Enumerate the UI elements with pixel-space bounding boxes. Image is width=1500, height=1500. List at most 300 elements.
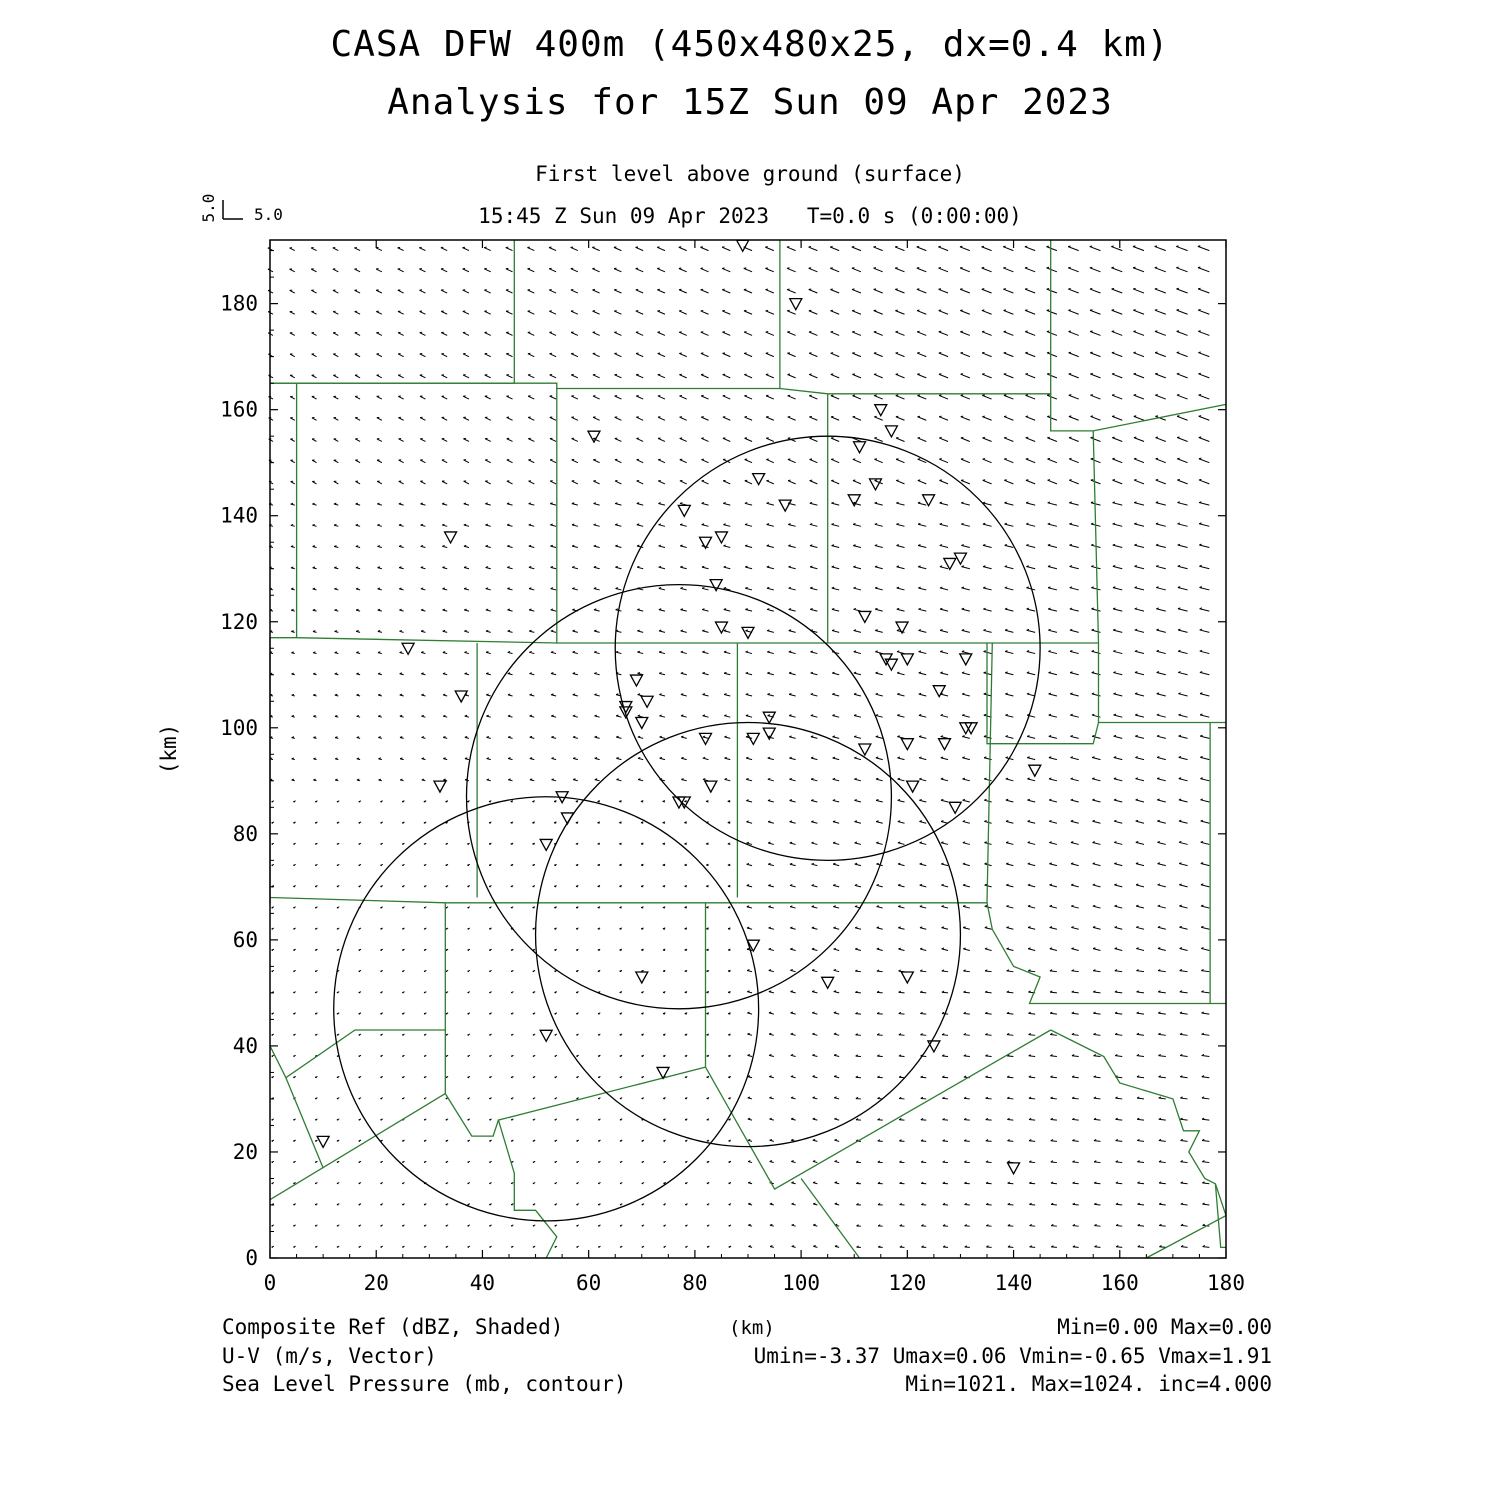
wind-vector — [1051, 1141, 1057, 1142]
wind-vector — [1093, 906, 1101, 908]
wind-vector-head — [1198, 267, 1200, 268]
wind-vector — [960, 289, 970, 293]
wind-vector-head — [424, 1098, 426, 1099]
wind-vector-head — [554, 949, 556, 950]
wind-vector-head — [918, 566, 920, 567]
wind-vector — [809, 353, 817, 356]
wind-vector-head — [707, 1161, 709, 1162]
wind-vector — [1158, 971, 1166, 972]
wind-vector-head — [707, 1098, 709, 1099]
wind-vector-head — [487, 758, 489, 759]
wind-vector-head — [854, 608, 856, 609]
wind-vector-head — [272, 822, 274, 823]
wind-vector-head — [1178, 523, 1180, 524]
wind-vector — [1051, 1183, 1057, 1184]
wind-vector-head — [896, 502, 898, 503]
wind-vector — [984, 800, 991, 802]
wind-vector-head — [982, 374, 984, 375]
wind-vector-head — [663, 1055, 665, 1056]
wind-vector — [1050, 1013, 1057, 1014]
wind-vector-head — [1092, 778, 1094, 779]
wind-vector-head — [616, 736, 618, 737]
wind-vector-head — [789, 651, 791, 652]
wind-vector — [1180, 1077, 1187, 1078]
wind-vector — [528, 460, 534, 463]
wind-vector-head — [898, 757, 900, 758]
wind-vector — [962, 694, 970, 696]
wind-vector — [1070, 651, 1079, 653]
wind-vector-head — [768, 863, 770, 864]
wind-vector — [1158, 992, 1166, 993]
wind-vector-head — [874, 331, 876, 332]
wind-vector-head — [530, 736, 532, 737]
wind-vector — [1070, 694, 1078, 696]
wind-vector-head — [1134, 523, 1136, 524]
wind-vector — [1133, 331, 1144, 335]
wind-vector — [572, 525, 578, 526]
wind-vector — [636, 438, 643, 441]
wind-vector-head — [940, 587, 942, 588]
wind-vector-head — [769, 970, 771, 971]
wind-vector-head — [1048, 480, 1050, 481]
wind-vector-head — [985, 948, 987, 949]
wind-vector-head — [1069, 480, 1071, 481]
y-tick-label: 120 — [220, 609, 258, 634]
wind-vector-head — [724, 757, 726, 758]
wind-vector-head — [767, 524, 769, 525]
wind-vector — [1114, 885, 1122, 887]
wind-vector-head — [1200, 672, 1202, 673]
wind-vector-head — [619, 801, 621, 802]
wind-vector-head — [1133, 288, 1135, 289]
wind-vector — [962, 609, 970, 611]
station-marker — [779, 500, 791, 511]
x-tick-label: 60 — [576, 1271, 602, 1295]
wind-vector — [528, 417, 534, 420]
wind-vector — [745, 438, 752, 441]
wind-vector-head — [620, 1246, 622, 1247]
wind-vector-head — [746, 736, 748, 737]
wind-vector — [1094, 1162, 1100, 1163]
wind-vector — [636, 290, 643, 293]
wind-vector-head — [769, 927, 771, 928]
wind-vector — [1155, 331, 1166, 335]
wind-vector-head — [1025, 352, 1027, 353]
wind-vector — [1134, 416, 1144, 420]
wind-vector — [854, 631, 861, 633]
wind-vector-head — [424, 822, 426, 823]
wind-vector-head — [468, 1225, 470, 1226]
wind-vector-head — [918, 416, 920, 417]
wind-vector-head — [1155, 246, 1157, 247]
wind-vector-head — [834, 969, 836, 970]
wind-vector-head — [619, 885, 621, 886]
wind-vector — [1004, 353, 1014, 357]
wind-vector-head — [938, 267, 940, 268]
wind-vector-head — [898, 884, 900, 885]
wind-vector-head — [941, 757, 943, 758]
wind-vector-head — [684, 801, 686, 802]
wind-vector — [594, 567, 600, 568]
wind-vector-head — [1114, 714, 1116, 715]
wind-vector-head — [1093, 948, 1095, 949]
wind-vector-head — [378, 673, 380, 674]
wind-vector — [875, 588, 883, 590]
wind-vector-head — [789, 630, 791, 631]
wind-vector-head — [594, 524, 596, 525]
wind-vector-head — [400, 715, 402, 716]
wind-vector — [961, 567, 969, 569]
wind-vector — [1029, 1056, 1035, 1057]
wind-vector-head — [853, 523, 855, 524]
wind-vector-head — [1157, 735, 1159, 736]
wind-vector-head — [1048, 523, 1050, 524]
wind-vector-head — [833, 778, 835, 779]
wind-vector-head — [855, 884, 857, 885]
wind-vector-head — [1090, 352, 1092, 353]
station-marker — [907, 781, 919, 792]
wind-vector-head — [1028, 820, 1030, 821]
wind-vector — [1003, 289, 1013, 293]
footer-field3-name: Sea Level Pressure (mb, contour) — [222, 1372, 627, 1396]
wind-vector-head — [1156, 629, 1158, 630]
wind-vector-head — [1070, 566, 1072, 567]
wind-vector — [1072, 992, 1079, 993]
wind-vector-head — [1200, 735, 1202, 736]
wind-vector — [1004, 310, 1014, 314]
wind-vector-head — [511, 1098, 513, 1099]
wind-vector — [1027, 736, 1035, 738]
station-marker — [700, 733, 712, 744]
wind-vector — [1134, 353, 1145, 357]
wind-vector-head — [638, 779, 640, 780]
wind-vector-head — [641, 907, 643, 908]
wind-vector-head — [747, 927, 749, 928]
wind-vector-head — [918, 502, 920, 503]
wind-vector-head — [532, 822, 534, 823]
wind-vector — [961, 438, 970, 442]
wind-vector-head — [555, 1077, 557, 1078]
wind-vector-head — [791, 1012, 793, 1013]
wind-vector-head — [1005, 672, 1007, 673]
wind-vector-head — [920, 927, 922, 928]
wind-vector — [506, 248, 513, 251]
wind-vector-head — [1156, 437, 1158, 438]
wind-vector — [787, 353, 795, 356]
wind-vector — [1027, 800, 1035, 802]
wind-vector-head — [380, 1077, 382, 1078]
wind-vector — [942, 992, 948, 993]
wind-vector-head — [744, 268, 746, 269]
x-tick-label: 180 — [1207, 1271, 1245, 1295]
wind-vector — [1200, 736, 1209, 738]
wind-vector-head — [595, 736, 597, 737]
wind-vector — [528, 396, 534, 399]
wind-vector — [506, 290, 513, 293]
wind-vector-head — [685, 1055, 687, 1056]
wind-vector-head — [380, 992, 382, 993]
wind-vector-head — [1006, 884, 1008, 885]
wind-vector-head — [706, 843, 708, 844]
wind-vector-head — [508, 609, 510, 610]
wind-vector-head — [402, 1034, 404, 1035]
wind-vector-head — [685, 949, 687, 950]
wind-vector-head — [663, 885, 665, 886]
wind-vector — [1093, 864, 1101, 866]
wind-vector-head — [465, 715, 467, 716]
wind-vector-head — [378, 652, 380, 653]
wind-vector-head — [315, 1246, 317, 1247]
wind-vector-head — [729, 1182, 731, 1183]
wind-vector-head — [402, 1098, 404, 1099]
wind-vector-head — [337, 907, 339, 908]
wind-vector — [592, 247, 599, 250]
wind-vector — [571, 311, 578, 314]
wind-vector-head — [335, 652, 337, 653]
wind-vector-head — [1200, 650, 1202, 651]
wind-vector — [963, 971, 969, 972]
wind-vector — [919, 715, 926, 717]
wind-vector-head — [1112, 416, 1114, 417]
wind-vector-head — [685, 1034, 687, 1035]
wind-vector — [657, 290, 665, 293]
wind-vector-head — [876, 757, 878, 758]
wind-vector-head — [813, 1246, 815, 1247]
wind-vector-head — [293, 970, 295, 971]
wind-vector — [1047, 438, 1057, 442]
wind-vector — [1007, 992, 1014, 993]
wind-vector-head — [875, 566, 877, 567]
wind-vector — [855, 843, 861, 845]
wind-vector — [1112, 310, 1123, 314]
wind-vector — [898, 949, 904, 951]
wind-vector — [982, 268, 992, 272]
wind-vector — [528, 311, 535, 314]
wind-vector-head — [918, 480, 920, 481]
wind-vector-head — [399, 609, 401, 610]
wind-vector — [593, 375, 600, 378]
wind-vector — [1180, 1056, 1187, 1057]
wind-vector-head — [1093, 863, 1095, 864]
wind-vector-head — [745, 587, 747, 588]
wind-vector — [918, 545, 926, 547]
wind-vector-head — [335, 673, 337, 674]
wind-vector-head — [895, 289, 897, 290]
wind-vector — [876, 800, 883, 802]
wind-vector-head — [918, 523, 920, 524]
wind-vector-head — [315, 1204, 317, 1205]
wind-vector-head — [1198, 331, 1200, 332]
wind-vector — [789, 609, 796, 611]
wind-vector — [1134, 480, 1144, 484]
wind-vector-head — [337, 1013, 339, 1014]
wind-vector-head — [834, 1033, 836, 1034]
wind-vector — [768, 822, 774, 823]
x-tick-label: 140 — [994, 1271, 1033, 1295]
wind-vector-head — [897, 715, 899, 716]
wind-vector-head — [337, 886, 339, 887]
wind-vector-head — [1155, 395, 1157, 396]
wind-vector-head — [940, 608, 942, 609]
wind-vector — [1071, 927, 1078, 929]
wind-vector — [1199, 416, 1210, 420]
wind-vector-head — [486, 736, 488, 737]
wind-vector-head — [983, 523, 985, 524]
wind-vector-head — [765, 247, 767, 248]
wind-vector — [702, 610, 708, 612]
wind-vector-head — [486, 652, 488, 653]
wind-vector — [940, 503, 948, 505]
wind-vector-head — [876, 821, 878, 822]
wind-vector-head — [1135, 608, 1137, 609]
wind-vector — [1181, 1140, 1188, 1141]
wind-vector — [789, 588, 796, 590]
wind-vector-head — [1178, 629, 1180, 630]
wind-vector-head — [789, 778, 791, 779]
wind-vector — [985, 992, 991, 993]
wind-vector-head — [424, 886, 426, 887]
station-marker — [742, 627, 754, 638]
wind-vector — [833, 843, 839, 845]
wind-vector — [701, 290, 709, 293]
wind-vector-head — [315, 801, 317, 802]
wind-vector-head — [831, 353, 833, 354]
wind-vector-head — [616, 609, 618, 610]
wind-vector — [940, 524, 948, 526]
wind-vector — [1007, 949, 1014, 951]
wind-vector — [1114, 779, 1122, 781]
station-marker — [641, 696, 653, 707]
wind-vector — [1070, 609, 1079, 611]
wind-vector — [1135, 630, 1144, 632]
wind-vector-head — [659, 630, 661, 631]
wind-vector-head — [1136, 884, 1138, 885]
wind-vector — [1113, 630, 1122, 632]
wind-vector-head — [1200, 714, 1202, 715]
wind-vector — [636, 311, 643, 314]
wind-vector — [1070, 566, 1079, 568]
wind-vector-head — [1200, 693, 1202, 694]
wind-vector-head — [598, 1013, 600, 1014]
wind-vector-head — [1136, 926, 1138, 927]
y-tick-label: 80 — [232, 821, 258, 846]
wind-vector-head — [790, 885, 792, 886]
wind-vector-head — [1049, 693, 1051, 694]
footer-field1-stats: Min=0.00 Max=0.00 — [1057, 1315, 1272, 1339]
wind-vector — [960, 332, 969, 336]
wind-vector-head — [594, 545, 596, 546]
wind-vector — [1178, 588, 1188, 590]
wind-vector-head — [1199, 502, 1201, 503]
wind-vector-head — [533, 1034, 535, 1035]
wind-vector-head — [446, 1183, 448, 1184]
wind-vector — [964, 1056, 970, 1057]
wind-vector — [1072, 1141, 1078, 1142]
wind-vector-head — [446, 928, 448, 929]
wind-vector — [1047, 459, 1056, 463]
wind-vector-head — [272, 970, 274, 971]
wind-vector — [1178, 651, 1187, 653]
wind-vector — [941, 779, 948, 781]
wind-vector — [917, 396, 926, 400]
wind-vector — [766, 353, 774, 356]
wind-vector — [1134, 374, 1144, 378]
wind-vector — [1072, 971, 1079, 972]
wind-vector-head — [511, 949, 513, 950]
wind-vector — [1028, 821, 1036, 823]
wind-vector-head — [1135, 650, 1137, 651]
wind-vector-head — [769, 1012, 771, 1013]
wind-vector-head — [1136, 905, 1138, 906]
wind-vector — [1091, 459, 1101, 463]
wind-vector-head — [511, 1183, 513, 1184]
wind-vector — [1093, 927, 1100, 929]
wind-vector-head — [272, 801, 274, 802]
wind-vector-head — [961, 437, 963, 438]
wind-vector-head — [983, 437, 985, 438]
wind-vector — [1156, 480, 1166, 484]
wind-vector-head — [533, 1098, 535, 1099]
wind-vector-head — [359, 928, 361, 929]
wind-vector-head — [746, 778, 748, 779]
wind-vector — [1199, 566, 1209, 568]
wind-vector-head — [658, 524, 660, 525]
wind-vector — [1005, 524, 1014, 526]
station-marker — [875, 405, 887, 416]
wind-vector — [637, 503, 643, 505]
wind-vector-head — [1071, 863, 1073, 864]
wind-vector — [1004, 459, 1013, 463]
wind-vector-head — [984, 778, 986, 779]
wind-vector — [571, 332, 578, 335]
wind-vector — [877, 907, 883, 909]
wind-vector-head — [1177, 502, 1179, 503]
wind-vector-head — [835, 1203, 837, 1204]
wind-vector-head — [1092, 650, 1094, 651]
county-line — [801, 1179, 859, 1259]
wind-vector-head — [1177, 458, 1179, 459]
wind-vector-head — [315, 864, 317, 865]
wind-vector-head — [573, 673, 575, 674]
wind-vector-head — [529, 503, 531, 504]
wind-vector-head — [511, 864, 513, 865]
wind-vector — [941, 864, 948, 866]
wind-vector-head — [1048, 502, 1050, 503]
wind-vector — [1178, 694, 1187, 696]
wind-vector-head — [642, 1098, 644, 1099]
wind-vector-head — [464, 503, 466, 504]
wind-vector-head — [424, 801, 426, 802]
radar-range-rings — [334, 436, 1040, 1221]
wind-vector-head — [641, 970, 643, 971]
wind-vector — [1179, 736, 1188, 738]
wind-vector-head — [897, 672, 899, 673]
wind-vector — [1155, 353, 1166, 357]
wind-vector-head — [1178, 693, 1180, 694]
wind-vector-head — [1047, 267, 1049, 268]
wind-vector-head — [917, 268, 919, 269]
wind-vector-head — [790, 842, 792, 843]
wind-vector — [1202, 1013, 1210, 1014]
wind-vector — [1092, 715, 1101, 717]
station-marker — [402, 643, 414, 654]
wind-vector — [659, 673, 665, 674]
wind-vector — [1112, 353, 1122, 357]
wind-vector — [1093, 842, 1101, 844]
wind-vector — [940, 694, 948, 696]
wind-vector-head — [831, 310, 833, 311]
wind-vector — [1050, 949, 1057, 951]
